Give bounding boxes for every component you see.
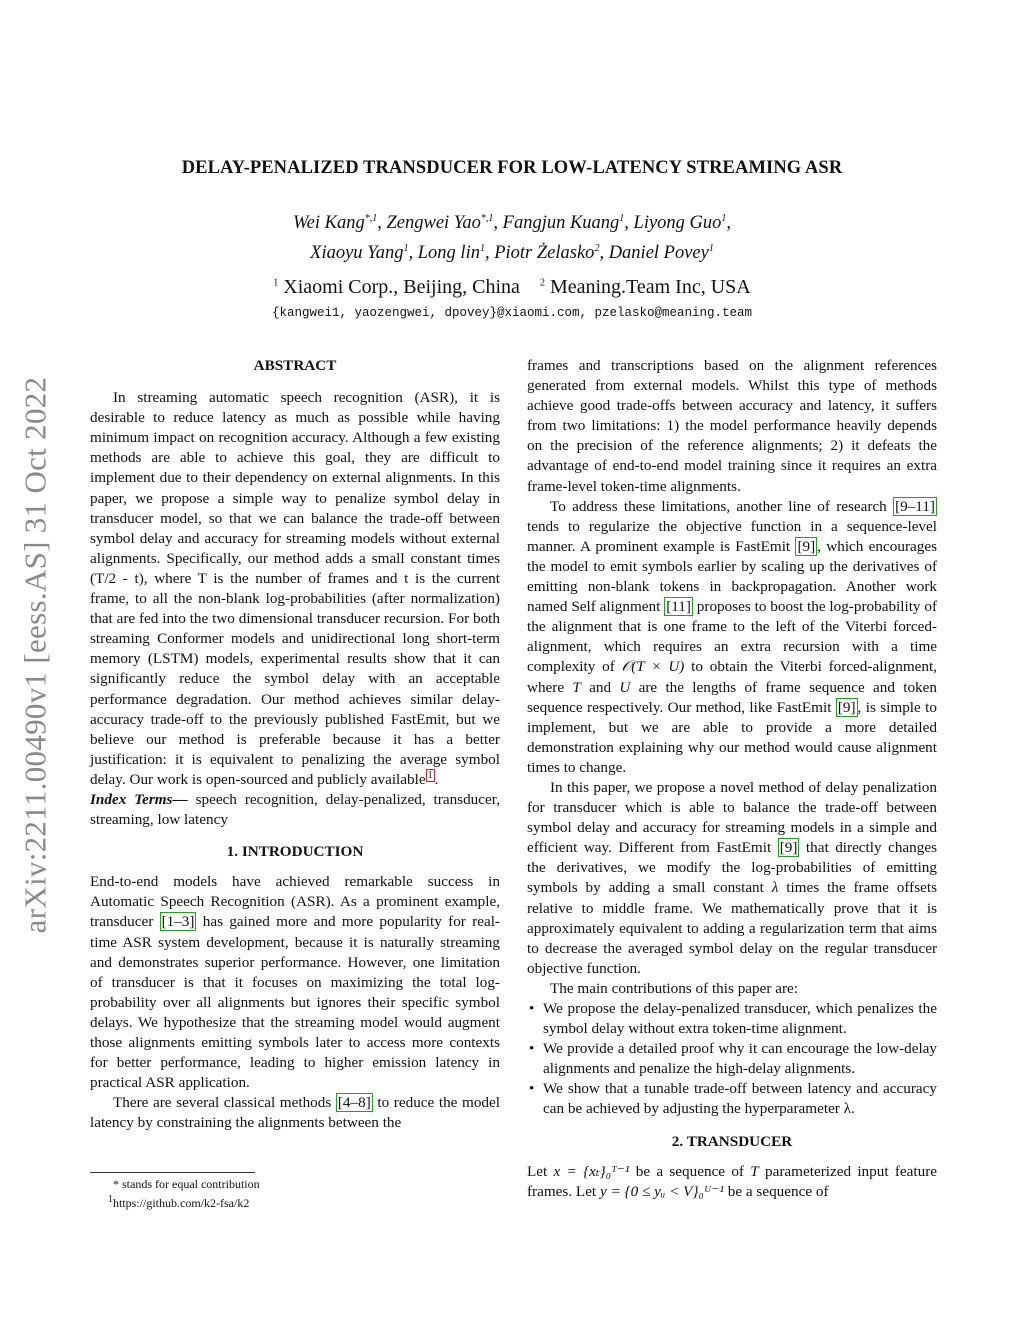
affiliation-meaning-team: Meaning.Team Inc, USA — [544, 276, 751, 298]
author-name: , Piotr Żelasko — [484, 243, 595, 264]
intro-paragraph-2: There are several classical methods [4–8] to reduce the model latency by constraining the alignments between the — [90, 1094, 500, 1132]
footnote-equal-contribution: * stands for equal contribution — [113, 1177, 260, 1191]
right-paragraph-1: frames and transcriptions based on the alignment references generated from external models. Whilst this type of methods achieve good trade-offs between accuracy and latency, it suffers from two limitations: 1) the model performance heavily depends on the precision of the reference alignments; 2) it defeats the advantage of end-to-end model training since it requires an extra frame-level token-time alignments. — [527, 357, 937, 495]
author-affil-mark: 2 — [594, 243, 600, 255]
author-name: Wei Kang — [292, 213, 365, 234]
citation-link[interactable]: [9–11] — [895, 497, 935, 515]
citation-link[interactable]: [9] — [797, 537, 816, 555]
citation-link[interactable]: [9] — [779, 839, 798, 857]
citation-link[interactable]: [1–3] — [161, 913, 195, 931]
contribution-list — [527, 999, 937, 1120]
citation-link[interactable]: [11] — [666, 598, 691, 616]
author-name: , Daniel Povey — [599, 243, 709, 264]
right-paragraph-3: In this paper, we propose a novel method of delay penalization for transducer which is able to balance the trade-off between symbol delay and accuracy for streaming models in a simple and efficient way. Different from FastEmit [9] that directly changes the derivatives, we modify the log-probabilities of emitting symbols by adding a small constant λ times the frame offsets relative to middle frame. We mathematically prove that it is approximately equivalent to adding a regularization term that aims to decrease the averaged symbol delay on the regular transducer objective function. — [527, 778, 938, 977]
author-affil-mark: 1 — [619, 213, 625, 224]
math-expression: x = {xₜ}₀ᵀ⁻¹ — [553, 1162, 630, 1180]
citation-link[interactable]: [4–8] — [337, 1094, 371, 1112]
footnote-1-link[interactable]: 1 — [427, 769, 433, 781]
author-name: Xiaoyu Yang — [310, 243, 404, 264]
affiliation-mark: 1 — [273, 277, 279, 289]
affiliations — [0, 276, 1024, 299]
author-name: , Long lin — [408, 243, 480, 264]
author-name: , Zengwei Yao — [377, 213, 481, 234]
affiliation-xiaomi: Xiaomi Corp., Beijing, China — [278, 276, 520, 298]
list-item: • We show that a tunable trade-off between latency and accuracy can be achieved by adjusting the hyperparameter λ. — [529, 1080, 937, 1118]
author-emails: {kangwei1, yaozengwei, dpovey}@xiaomi.com, pzelasko@meaning.team — [271, 306, 753, 320]
arxiv-stamp-text: arXiv:2211.00490v1 [eess.AS] 31 Oct 2022 — [17, 376, 53, 934]
citation-link[interactable]: [9] — [837, 698, 856, 716]
author-affil-mark: 1 — [403, 243, 409, 255]
paper-title: DELAY-PENALIZED TRANSDUCER FOR LOW-LATENCY STREAMING ASR — [181, 158, 843, 178]
author-affil-mark: *,1 — [480, 213, 494, 224]
footnote-1: $^1$https://github.com/k2-fsa/k2 — [108, 1194, 250, 1210]
left-column — [90, 356, 500, 1133]
bullet-icon: • — [529, 1080, 535, 1098]
footnote-rule — [90, 1172, 255, 1173]
abstract-body: In streaming automatic speech recognition (ASR), it is desirable to reduce latency as much as possible while having minimum impact on recognition accuracy. Although a few existing methods are able to achieve this goal, they are difficult to implement due to their dependency on external alignments. In this paper, we propose a simple way to penalize symbol delay in transducer model, so that we can balance the trade-off between symbol delay and accuracy for streaming models without external alignments. Specifically, our method adds a small constant times (T/2 - t), where T is the number of frames and t is the current frame, to all the non-blank log-probabilities (after normalization) that are fed into the two dimensional transducer recursion. For both streaming Conformer models and unidirectional long short-term memory (LSTM) models, experimental results show that it can significantly reduce the symbol delay with an acceptable performance degradation. Our method achieves similar delay-accuracy trade-off to the previously published FastEmit, but we believe our method is preferable because it has a better justification: it is equivalent to penalizing the average symbol delay. Our work is open-sourced and publicly available $^1$ . — [90, 389, 500, 788]
author-name: , Fangjun Kuang — [493, 213, 620, 234]
list-item: • We provide a detailed proof why it can encourage the low-delay alignments and penalize the high-delay alignments. — [529, 1040, 937, 1078]
transducer-heading: 2. TRANSDUCER — [671, 1132, 793, 1150]
bullet-icon: • — [529, 1040, 535, 1058]
author-affil-mark: *,1 — [364, 213, 378, 224]
author-list — [0, 206, 1024, 266]
abstract-heading: ABSTRACT — [253, 357, 337, 374]
math-complexity: 𝒪(T × U) — [621, 658, 685, 676]
author-line-2 — [0, 236, 1024, 266]
math-var: T — [750, 1162, 759, 1180]
intro-paragraph-1: End-to-end models have achieved remarkable success in Automatic Speech Recognition (ASR). As a prominent example, transducer [1–3] has gained more and more popularity for real-time ASR system development, because it is naturally streaming and demonstrates superior performance. However, one limitation of transducer is that it focuses on maximizing the total log-probability over all alignments but ignores their specific symbol delays. We hypothesize that the streaming model would augment those alignments emitting symbols later to access more contexts for better performance, leading to higher emission latency in practical ASR application. — [90, 873, 500, 1092]
right-paragraph-4: The main contributions of this paper are: — [550, 979, 798, 997]
author-affil-mark: 1 — [479, 243, 485, 255]
arxiv-stamp — [10, 350, 60, 960]
index-terms — [90, 790, 500, 830]
author-affil-mark: 1 — [708, 243, 714, 255]
intro-heading: 1. INTRODUCTION — [226, 843, 364, 861]
list-item: • We propose the delay-penalized transducer, which penalizes the symbol delay without extra token-time alignment. — [529, 1000, 937, 1038]
math-var: T — [572, 678, 581, 696]
right-paragraph-5: Let x = {xₜ}₀ᵀ⁻¹ be a sequence of T parameterized input feature frames. Let y = {0 ≤ yᵤ < V}₀ᵁ⁻¹ be a sequence of — [527, 1162, 937, 1200]
author-line-1 — [0, 206, 1024, 236]
right-column — [527, 356, 937, 1202]
author-separator: , — [726, 213, 732, 234]
author-name: , Liyong Guo — [624, 213, 722, 234]
author-affil-mark: 1 — [721, 213, 727, 224]
right-paragraph-2: To address these limitations, another line of research [9–11] tends to regularize the objective function in a sequence-level manner. A prominent example is FastEmit [9] , which encourages the model to emit symbols earlier by scaling up the derivatives of emitting non-blank tokens in backpropagation. Another work named Self alignment [11] proposes to boost the log-probability of the alignment that is one frame to the left of the Viterbi forced-alignment, which requires an extra recursion with a time complexity of 𝒪(T × U) to obtain the Viterbi forced-alignment, where T and U are the lengths of frame sequence and token sequence respectively. Our method, like FastEmit [9] , is simple to implement, but we are able to provide a more detailed demonstration explaining why our method would cause alignment times to change. — [527, 497, 937, 776]
footnotes — [90, 1172, 500, 1211]
math-var: λ — [771, 879, 779, 897]
footnote-1-url[interactable]: https://github.com/k2-fsa/k2 — [113, 1196, 250, 1210]
math-expression: y = {0 ≤ yᵤ < V}₀ᵁ⁻¹ — [599, 1182, 724, 1200]
affiliation-mark: 2 — [539, 277, 545, 289]
index-terms-label: Index Terms— — [90, 790, 188, 808]
math-var: U — [619, 678, 631, 696]
bullet-icon: • — [529, 1000, 535, 1017]
index-terms-text: speech recognition, delay-penalized, transducer, streaming, low latency — [90, 790, 500, 829]
